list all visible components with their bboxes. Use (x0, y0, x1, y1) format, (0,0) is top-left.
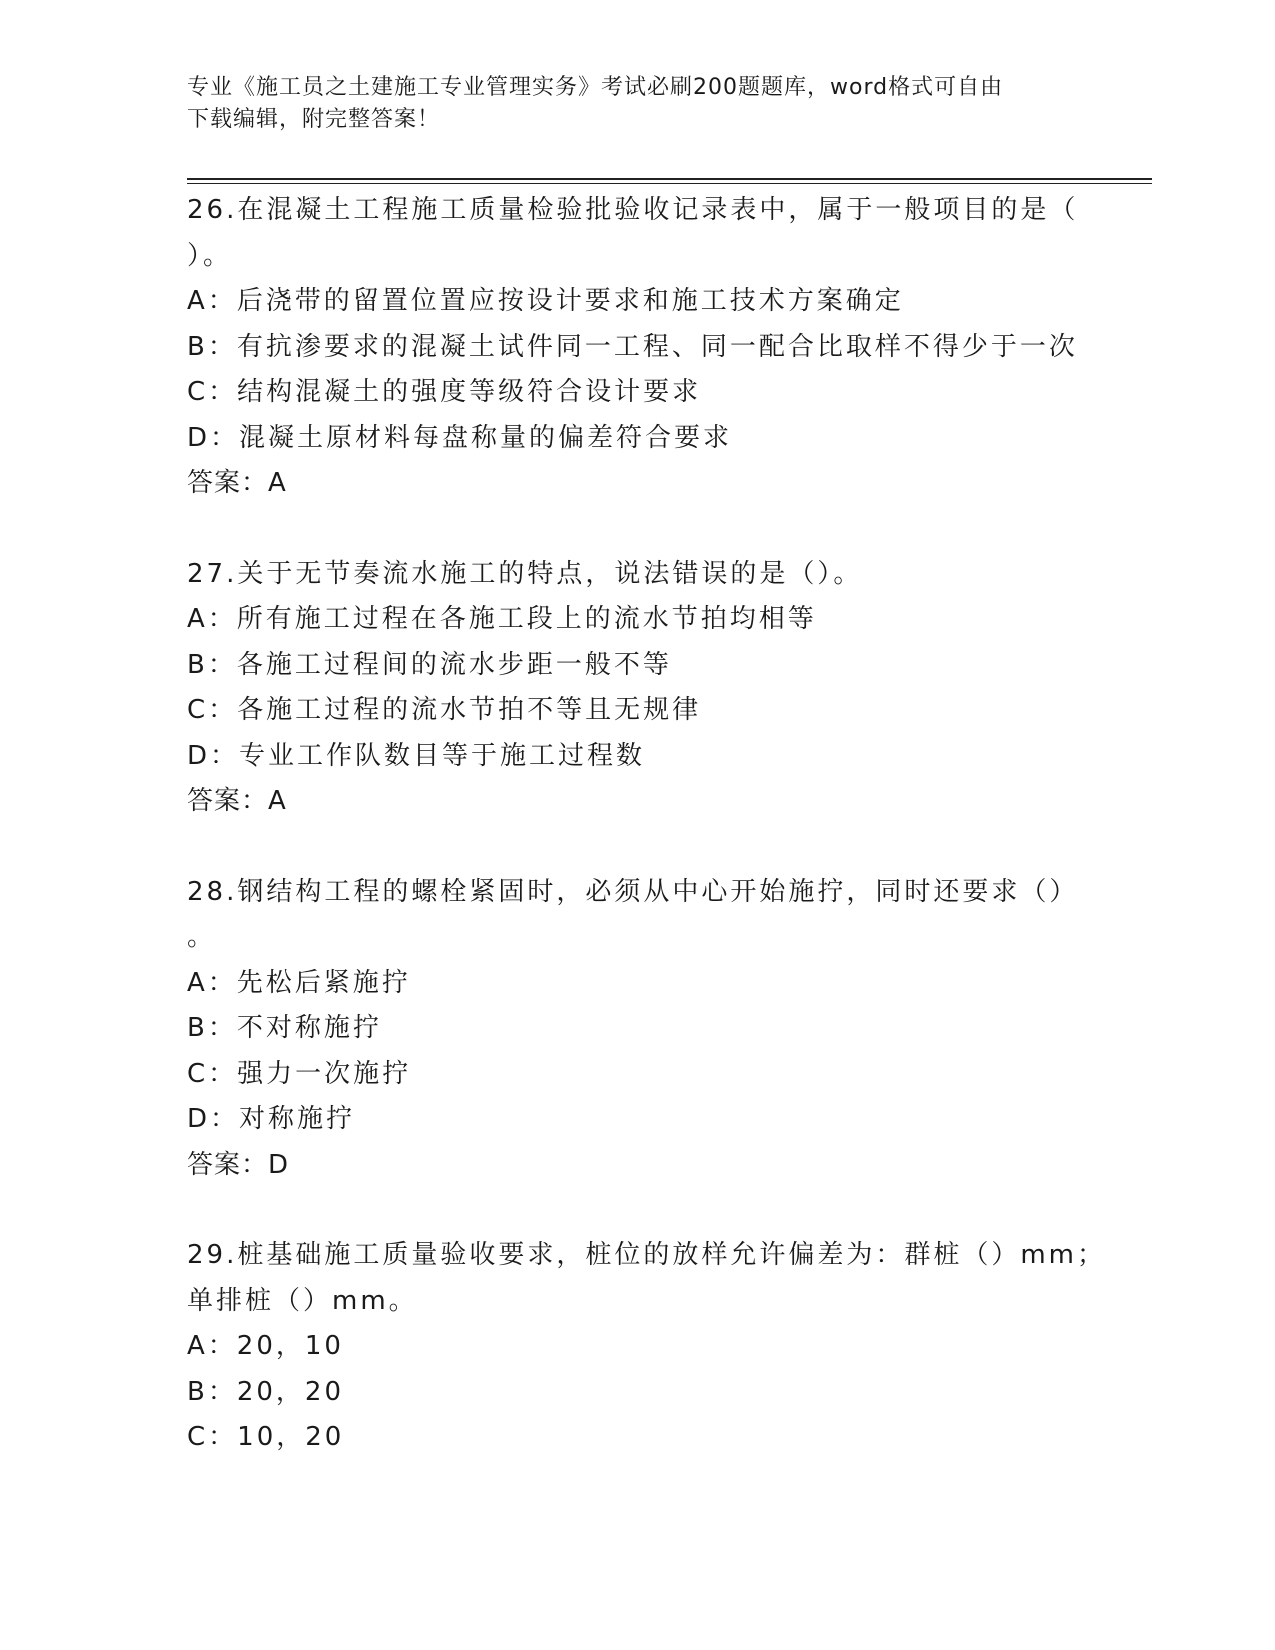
question-stem: 28.钢结构工程的螺栓紧固时，必须从中心开始施拧，同时还要求（） (187, 876, 1079, 907)
answer-value: D (268, 1149, 289, 1180)
option-d: D：混凝土原材料每盘称量的偏差符合要求 (187, 422, 733, 453)
question-stem: 27.关于无节奏流水施工的特点，说法错误的是（）。 (187, 558, 863, 589)
header-divider-thick (187, 178, 1152, 180)
answer-line (187, 1143, 1087, 1189)
option-a: A：先松后紧施拧 (187, 967, 411, 998)
option-b: B：有抗渗要求的混凝土试件同一工程、同一配合比取样不得少于一次 (187, 331, 1078, 362)
option-c: C：各施工过程的流水节拍不等且无规律 (187, 695, 702, 725)
option-b: B：各施工过程间的流水步距一般不等 (187, 649, 672, 680)
question-27 (187, 552, 1087, 825)
answer-line (187, 461, 1087, 507)
question-26 (187, 188, 1087, 507)
header-line-2: 下载编辑，附完整答案！ (187, 107, 441, 132)
question-29 (187, 1233, 1107, 1461)
question-stem-continued: 。 (187, 922, 217, 952)
option-b: B：20，20 (187, 1376, 345, 1407)
answer-value: A (268, 786, 286, 816)
answer-label: 答案： (187, 468, 269, 498)
option-c: C：10，20 (187, 1422, 345, 1452)
answer-line (187, 779, 1087, 825)
header-divider-thin (187, 183, 1152, 184)
option-d: D：对称施拧 (187, 1104, 356, 1134)
option-a: A：20，10 (187, 1331, 344, 1361)
option-a: A：所有施工过程在各施工段上的流水节拍均相等 (187, 604, 817, 634)
question-stem: 26.在混凝土工程施工质量检验批验收记录表中，属于一般项目的是（ (187, 195, 1079, 225)
document-header (187, 72, 1067, 136)
question-stem-continued: 单排桩（）mm。 (187, 1285, 418, 1316)
option-c: C：结构混凝土的强度等级符合设计要求 (187, 377, 702, 407)
question-28 (187, 870, 1087, 1189)
question-stem-continued: ）。 (187, 240, 233, 271)
answer-label: 答案： (187, 1149, 269, 1180)
question-stem: 29.桩基础施工质量验收要求，桩位的放样允许偏差为：群桩（）mm； (187, 1240, 1107, 1270)
option-a: A：后浇带的留置位置应按设计要求和施工技术方案确定 (187, 286, 904, 316)
header-line-1: 专业《施工员之土建施工专业管理实务》考试必刷200题题库，word格式可自由 (187, 75, 1004, 100)
answer-label: 答案： (187, 786, 269, 816)
question-list (187, 188, 1107, 1506)
option-b: B：不对称施拧 (187, 1013, 382, 1043)
option-d: D：专业工作队数目等于施工过程数 (187, 740, 646, 771)
answer-value: A (268, 468, 286, 498)
option-c: C：强力一次施拧 (187, 1058, 412, 1089)
